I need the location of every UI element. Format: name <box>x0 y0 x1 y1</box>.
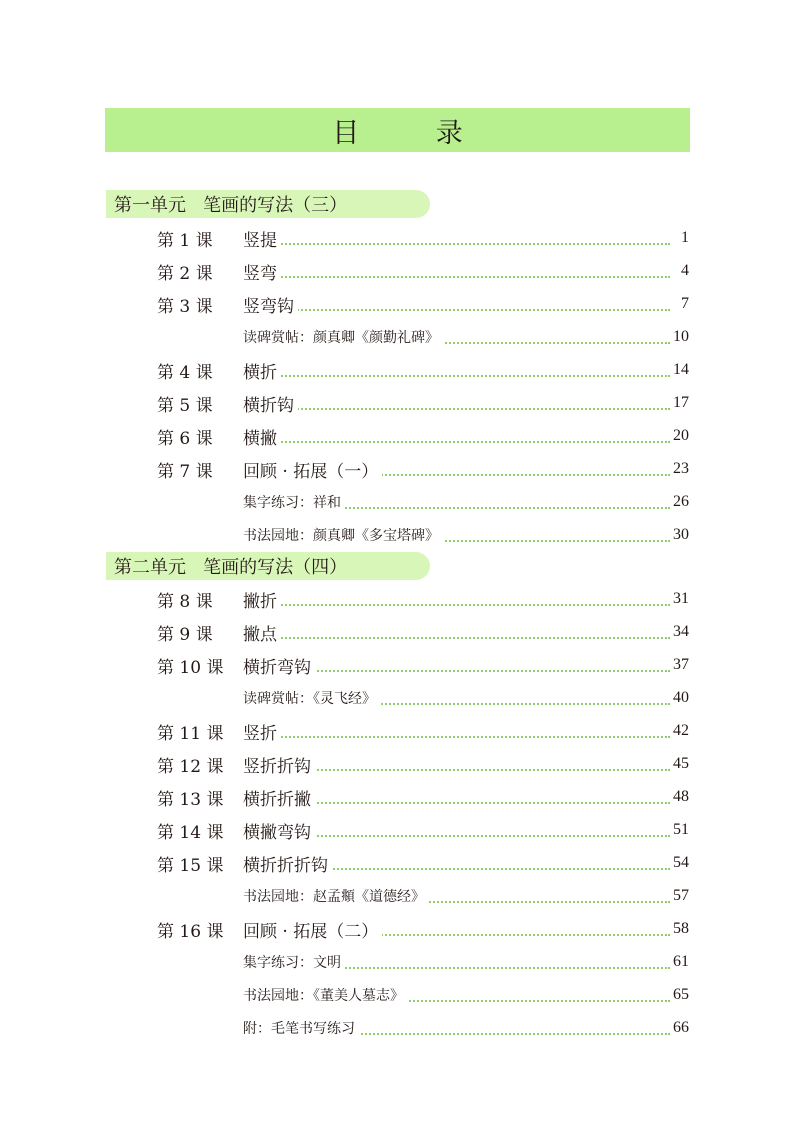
toc-entry[interactable] <box>0 325 800 349</box>
toc-entry[interactable] <box>0 950 800 974</box>
toc-entry[interactable] <box>0 424 800 448</box>
toc-entry[interactable] <box>0 490 800 514</box>
page-number: 20 <box>673 427 689 444</box>
toc-entry[interactable] <box>0 884 800 908</box>
page-number: 51 <box>673 821 689 838</box>
toc-entry[interactable] <box>0 983 800 1007</box>
lesson-number: 第 2 课 <box>157 263 213 284</box>
lesson-title: 回顾 · 拓展（二） <box>243 917 382 942</box>
unit-heading: 第二单元 笔画的写法（四） <box>106 552 430 580</box>
lesson-title: 横折钩 <box>243 391 298 416</box>
lesson-title: 撇折 <box>243 587 281 612</box>
dot-leader <box>246 408 670 410</box>
lesson-title: 横折折折钩 <box>243 851 332 876</box>
lesson-number: 第 10 课 <box>157 657 224 678</box>
toc-entry[interactable] <box>0 587 800 611</box>
page-number: 54 <box>673 854 689 871</box>
lesson-title: 横折折撇 <box>243 785 315 810</box>
dot-leader <box>246 276 670 278</box>
dot-leader <box>246 309 670 311</box>
toc-entry[interactable] <box>0 259 800 283</box>
unit-heading: 第一单元 笔画的写法（三） <box>106 190 430 218</box>
toc-entry[interactable] <box>0 391 800 415</box>
toc-title: 目 录 <box>332 117 497 149</box>
toc-entry[interactable] <box>0 358 800 382</box>
section-title: 附：毛笔书写练习 <box>243 1018 359 1038</box>
page-number: 37 <box>673 656 689 673</box>
page-number: 17 <box>673 394 689 411</box>
page-number: 45 <box>673 755 689 772</box>
dot-leader <box>246 736 670 738</box>
section-title: 集字练习：祥和 <box>243 492 345 512</box>
toc-entry[interactable] <box>0 752 800 776</box>
lesson-title: 回顾 · 拓展（一） <box>243 457 382 482</box>
toc-entry[interactable] <box>0 851 800 875</box>
lesson-number: 第 9 课 <box>157 624 213 645</box>
lesson-number: 第 14 课 <box>157 822 224 843</box>
lesson-title: 横折弯钩 <box>243 653 315 678</box>
toc-entry[interactable] <box>0 620 800 644</box>
page-number: 48 <box>673 788 689 805</box>
section-title: 读碑赏帖：颜真卿《颜勤礼碑》 <box>243 327 443 347</box>
section-title: 读碑赏帖：《灵飞经》 <box>243 688 380 708</box>
page-number: 26 <box>673 493 689 510</box>
lesson-title: 竖折 <box>243 719 281 744</box>
page-number: 34 <box>673 623 689 640</box>
toc-entry[interactable] <box>0 917 800 941</box>
page-number: 10 <box>673 328 689 345</box>
toc-entry[interactable] <box>0 523 800 547</box>
section-title: 书法园地：颜真卿《多宝塔碑》 <box>243 525 443 545</box>
lesson-number: 第 1 课 <box>157 230 213 251</box>
toc-entry[interactable] <box>0 226 800 250</box>
lesson-title: 竖提 <box>243 226 281 251</box>
page-number: 57 <box>673 887 689 904</box>
page-number: 4 <box>681 262 689 279</box>
dot-leader <box>246 441 670 443</box>
toc-entry[interactable] <box>0 1016 800 1040</box>
page-number: 23 <box>673 460 689 477</box>
toc-entry[interactable] <box>0 292 800 316</box>
toc-title-bar <box>105 108 690 152</box>
lesson-title: 竖弯钩 <box>243 292 298 317</box>
toc-entry[interactable] <box>0 686 800 710</box>
lesson-number: 第 6 课 <box>157 428 213 449</box>
lesson-number: 第 5 课 <box>157 395 213 416</box>
page-number: 1 <box>681 229 689 246</box>
page-number: 30 <box>673 526 689 543</box>
toc-entry[interactable] <box>0 719 800 743</box>
page-number: 66 <box>673 1019 689 1036</box>
toc-entry[interactable] <box>0 457 800 481</box>
lesson-title: 撇点 <box>243 620 281 645</box>
lesson-title: 竖弯 <box>243 259 281 284</box>
dot-leader <box>246 637 670 639</box>
page-number: 40 <box>673 689 689 706</box>
lesson-number: 第 7 课 <box>157 461 213 482</box>
lesson-number: 第 8 课 <box>157 591 213 612</box>
lesson-number: 第 11 课 <box>157 723 224 744</box>
toc-entry[interactable] <box>0 785 800 809</box>
lesson-title: 横折 <box>243 358 281 383</box>
page-number: 61 <box>673 953 689 970</box>
lesson-number: 第 13 课 <box>157 789 224 810</box>
dot-leader <box>246 604 670 606</box>
dot-leader <box>246 375 670 377</box>
lesson-number: 第 3 课 <box>157 296 213 317</box>
page-number: 58 <box>673 920 689 937</box>
lesson-number: 第 12 课 <box>157 756 224 777</box>
toc-entry[interactable] <box>0 818 800 842</box>
dot-leader <box>246 243 670 245</box>
lesson-title: 横撇弯钩 <box>243 818 315 843</box>
page-number: 65 <box>673 986 689 1003</box>
page-number: 7 <box>681 295 689 312</box>
page-number: 14 <box>673 361 689 378</box>
section-title: 集字练习：文明 <box>243 952 345 972</box>
section-title: 书法园地：《董美人墓志》 <box>243 985 408 1005</box>
section-title: 书法园地：赵孟頫《道德经》 <box>243 886 429 906</box>
page-number: 31 <box>673 590 689 607</box>
lesson-number: 第 4 课 <box>157 362 213 383</box>
lesson-number: 第 16 课 <box>157 921 224 942</box>
lesson-title: 竖折折钩 <box>243 752 315 777</box>
toc-entry[interactable] <box>0 653 800 677</box>
lesson-number: 第 15 课 <box>157 855 224 876</box>
lesson-title: 横撇 <box>243 424 281 449</box>
page-number: 42 <box>673 722 689 739</box>
